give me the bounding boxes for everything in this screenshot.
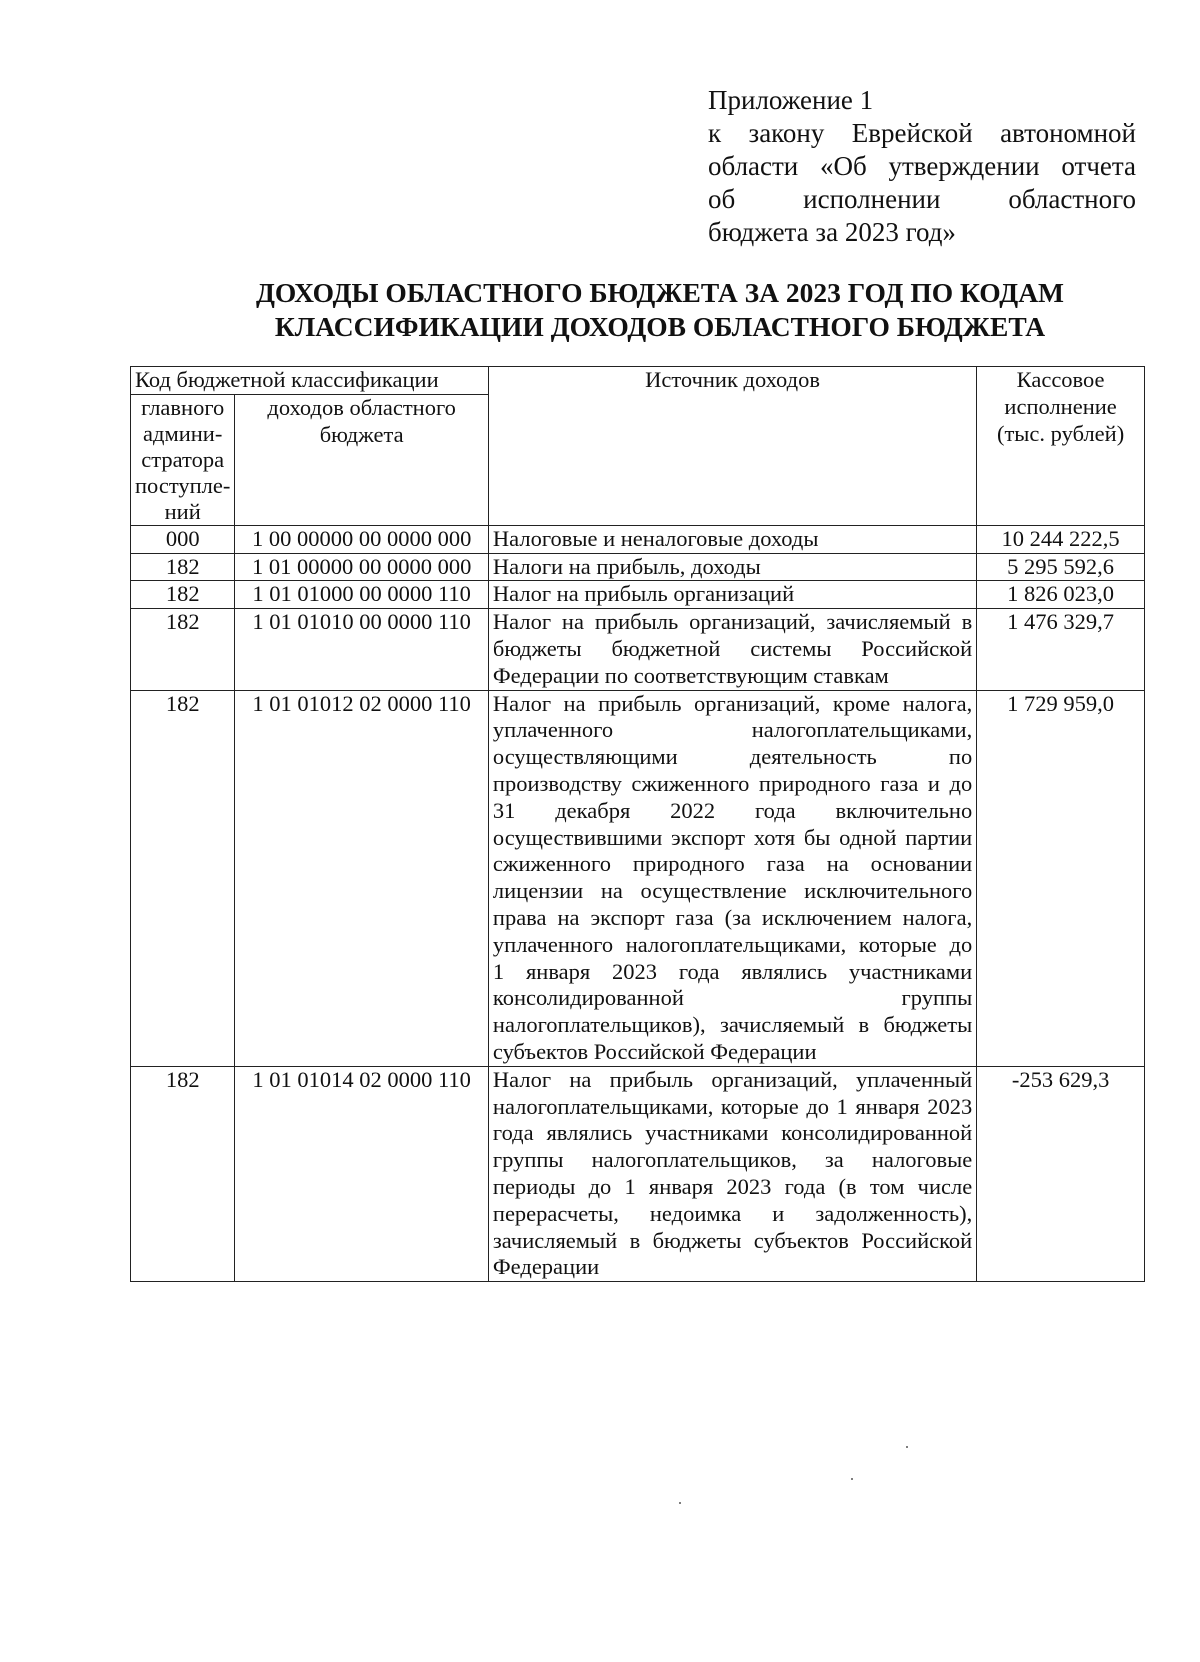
scan-speck xyxy=(679,1502,681,1504)
table-row xyxy=(131,553,1145,581)
header-income-code-line: доходов областного xyxy=(267,394,456,420)
header-amount-line: (тыс. рублей) xyxy=(996,420,1125,446)
source-text-line: налогоплательщиков), зачисляемый в бюджеты xyxy=(492,1012,973,1038)
source-text-line: группы налогоплательщиков, за налоговые xyxy=(492,1147,973,1173)
source-text-line: осуществившими экспорт хотя бы одной партии xyxy=(492,824,973,850)
table-row xyxy=(131,525,1145,553)
cell-cash-amount: 1 476 329,7 xyxy=(977,609,1145,690)
header-admin-line: админи- xyxy=(143,420,223,446)
header-row-group xyxy=(131,367,1145,395)
header-code-group: Код бюджетной классификации xyxy=(131,367,489,395)
source-text-line: Налоговые и неналоговые доходы xyxy=(492,525,819,551)
cell-cash-amount: 1 729 959,0 xyxy=(977,690,1145,1066)
cell-income-code: 1 01 01012 02 0000 110 xyxy=(235,690,489,1066)
source-text-line: Налог на прибыль организаций, кроме налога, xyxy=(492,690,973,716)
header-income-code xyxy=(235,394,489,525)
title-line-2: КЛАССИФИКАЦИИ ДОХОДОВ ОБЛАСТНОГО БЮДЖЕТА xyxy=(274,311,1046,342)
header-income-code-line: бюджета xyxy=(319,421,404,447)
header-admin-line: главного xyxy=(141,394,225,420)
source-text-line: зачисляемый в бюджеты субъектов Российской xyxy=(492,1227,973,1253)
cell-cash-amount: 5 295 592,6 xyxy=(977,553,1145,581)
cell-income-source xyxy=(488,690,976,1066)
header-admin-line: поступле- xyxy=(135,472,231,498)
cell-cash-amount: 10 244 222,5 xyxy=(977,525,1145,553)
source-text-line: года являлись участниками консолидированной xyxy=(492,1120,973,1146)
cell-income-source xyxy=(488,581,976,609)
cell-income-source xyxy=(488,1066,976,1281)
cell-income-code: 1 01 00000 00 0000 000 xyxy=(235,553,489,581)
appendix-block xyxy=(708,84,1136,249)
scan-speck xyxy=(906,1446,908,1448)
header-admin-line: стратора xyxy=(141,446,225,472)
cell-admin-code: 182 xyxy=(131,609,235,690)
appendix-line: об исполнении областного xyxy=(708,184,1136,214)
source-text-line: уплаченного налогоплательщиками, которые до xyxy=(492,931,973,957)
header-amount xyxy=(977,367,1145,526)
source-text-line: сжиженного природного газа на основании xyxy=(492,851,973,877)
source-text-line: Налог на прибыль организаций xyxy=(492,581,795,607)
header-amount-line: Кассовое xyxy=(1016,367,1105,392)
cell-cash-amount: -253 629,3 xyxy=(977,1066,1145,1281)
appendix-line: к закону Еврейской автономной xyxy=(708,118,1136,148)
source-text-line: 31 декабря 2022 года включительно xyxy=(492,797,973,823)
cell-admin-code: 182 xyxy=(131,690,235,1066)
source-text-line: бюджеты бюджетной системы Российской xyxy=(492,635,973,661)
header-admin xyxy=(131,394,235,525)
source-text-line: 1 января 2023 года являлись участниками xyxy=(492,958,973,984)
source-text-line: права на экспорт газа (за исключением налога, xyxy=(492,904,973,930)
cell-income-code: 1 01 01000 00 0000 110 xyxy=(235,581,489,609)
cell-income-code: 1 01 01014 02 0000 110 xyxy=(235,1066,489,1281)
cell-income-source xyxy=(488,609,976,690)
appendix-line: области «Об утверждении отчета xyxy=(708,151,1136,181)
source-text-line: осуществляющими деятельность по xyxy=(492,744,973,770)
table-row xyxy=(131,609,1145,690)
source-text-line: налогоплательщиками, которые до 1 января 2023 xyxy=(492,1093,973,1119)
source-text-line: периоды до 1 января 2023 года (в том числе xyxy=(492,1173,973,1199)
source-text-line: лицензии на осуществление исключительного xyxy=(492,878,973,904)
appendix-line: Приложение 1 xyxy=(708,85,874,115)
header-source: Источник доходов xyxy=(488,367,976,526)
cell-income-source xyxy=(488,553,976,581)
cell-admin-code: 182 xyxy=(131,581,235,609)
table-row xyxy=(131,1066,1145,1281)
cell-admin-code: 182 xyxy=(131,1066,235,1281)
table-row xyxy=(131,581,1145,609)
header-amount-line: исполнение xyxy=(1004,393,1117,419)
income-table xyxy=(130,366,1145,1282)
table-body xyxy=(131,525,1145,1281)
document-title xyxy=(130,276,1190,344)
header-admin-line: ний xyxy=(164,498,201,524)
source-text-line: уплаченного налогоплательщиками, xyxy=(492,717,973,743)
source-text-line: субъектов Российской Федерации xyxy=(492,1038,817,1064)
cell-income-code: 1 00 00000 00 0000 000 xyxy=(235,525,489,553)
cell-admin-code: 000 xyxy=(131,525,235,553)
title-line-1: ДОХОДЫ ОБЛАСТНОГО БЮДЖЕТА ЗА 2023 ГОД ПО КОДАМ xyxy=(255,277,1065,308)
source-text-line: консолидированной группы xyxy=(492,985,973,1011)
cell-admin-code: 182 xyxy=(131,553,235,581)
source-text-line: Налог на прибыль организаций, зачисляемый в xyxy=(492,609,973,635)
table-row xyxy=(131,690,1145,1066)
cell-income-code: 1 01 01010 00 0000 110 xyxy=(235,609,489,690)
appendix-line: бюджета за 2023 год» xyxy=(708,217,956,247)
source-text-line: Налог на прибыль организаций, уплаченный xyxy=(492,1066,973,1092)
source-text-line: Налоги на прибыль, доходы xyxy=(492,553,761,579)
source-text-line: перерасчеты, недоимка и задолженность), xyxy=(492,1200,973,1226)
cell-income-source xyxy=(488,525,976,553)
source-text-line: Федерации xyxy=(492,1254,600,1280)
source-text-line: Федерации по соответствующим ставкам xyxy=(492,662,889,688)
source-text-line: производству сжиженного природного газа и до xyxy=(492,770,973,796)
scan-speck xyxy=(851,1478,853,1480)
cell-cash-amount: 1 826 023,0 xyxy=(977,581,1145,609)
